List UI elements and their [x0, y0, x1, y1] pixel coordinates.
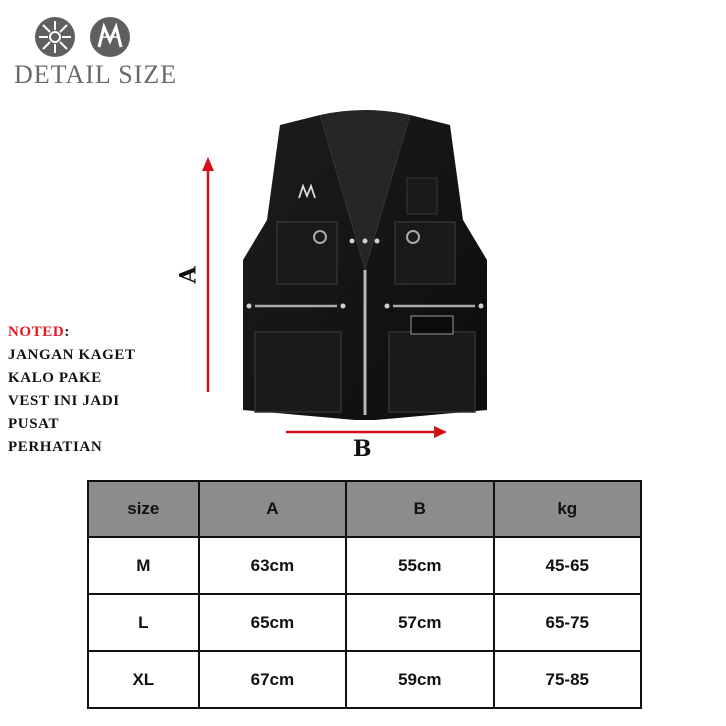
- table-cell: XL: [88, 651, 199, 708]
- noted-line: PUSAT: [8, 416, 60, 432]
- table-cell: 67cm: [199, 651, 346, 708]
- table-cell: 63cm: [199, 537, 346, 594]
- table-cell: L: [88, 594, 199, 651]
- table-cell: 55cm: [346, 537, 493, 594]
- noted-title: NOTED: [8, 324, 65, 340]
- table-cell: 75-85: [494, 651, 641, 708]
- table-cell: M: [88, 537, 199, 594]
- noted-colon: :: [64, 324, 70, 340]
- noted-line: PERHATIAN: [8, 439, 103, 455]
- column-header-size: size: [88, 481, 199, 537]
- noted-line: KALO PAKE: [8, 370, 102, 386]
- table-row: [88, 651, 641, 708]
- table-cell: 45-65: [494, 537, 641, 594]
- table-cell: 65cm: [199, 594, 346, 651]
- dimension-b-label: B: [353, 436, 372, 462]
- table-header-row: [88, 481, 641, 537]
- size-table: [87, 480, 642, 709]
- table-row: [88, 594, 641, 651]
- table-cell: 57cm: [346, 594, 493, 651]
- table-cell: 65-75: [494, 594, 641, 651]
- noted-line: JANGAN KAGET: [8, 347, 136, 363]
- table-row: [88, 537, 641, 594]
- noted-message: [8, 321, 136, 459]
- arrow-a: [202, 157, 214, 392]
- column-header-a: A: [199, 481, 346, 537]
- vest-image: [225, 110, 505, 430]
- dimension-a-label: A: [175, 266, 202, 284]
- page-title: DETAIL SIZE: [14, 60, 178, 89]
- column-header-b: B: [346, 481, 493, 537]
- column-header-kg: kg: [494, 481, 641, 537]
- table-cell: 59cm: [346, 651, 493, 708]
- noted-line: VEST INI JADI: [8, 393, 120, 409]
